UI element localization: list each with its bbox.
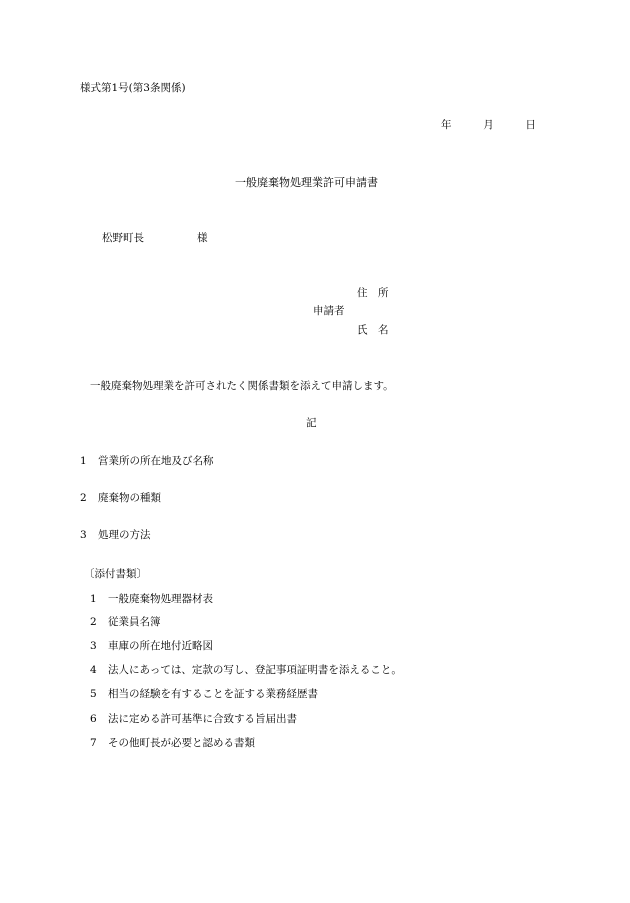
list-item: 2 廃棄物の種類 bbox=[80, 492, 161, 504]
attachment-item: 5 相当の経験を有することを証する業務経歴書 bbox=[90, 688, 318, 700]
attachment-item: 6 法に定める許可基準に合致する旨届出書 bbox=[90, 713, 297, 725]
document-title: 一般廃棄物処理業許可申請書 bbox=[235, 176, 378, 189]
date-year: 年 bbox=[441, 119, 452, 131]
attachment-item: 7 その他町長が必要と認める書類 bbox=[90, 737, 255, 749]
attachment-item: 3 車庫の所在地付近略図 bbox=[90, 640, 213, 652]
attachment-item: 4 法人にあっては、定款の写し、登記事項証明書を添えること。 bbox=[90, 664, 402, 676]
name-label: 氏 名 bbox=[357, 324, 389, 336]
attachments-heading: 〔添付書類〕 bbox=[84, 568, 147, 580]
attachment-item: 2 従業員名簿 bbox=[90, 616, 161, 628]
addressee-name: 松野町長 bbox=[102, 232, 144, 244]
list-item: 1 営業所の所在地及び名称 bbox=[80, 455, 214, 467]
applicant-label: 申請者 bbox=[313, 305, 345, 317]
date-day: 日 bbox=[525, 119, 536, 131]
form-number: 様式第1号(第3条関係) bbox=[80, 82, 186, 94]
address-label: 住 所 bbox=[357, 287, 389, 299]
ki-heading: 記 bbox=[306, 417, 317, 429]
attachment-item: 1 一般廃棄物処理器材表 bbox=[90, 593, 213, 605]
date-line bbox=[441, 120, 536, 131]
addressee-honorific: 様 bbox=[197, 232, 208, 244]
date-month: 月 bbox=[483, 119, 494, 131]
list-item: 3 処理の方法 bbox=[80, 529, 151, 541]
body-text: 一般廃棄物処理業を許可されたく関係書類を添えて申請します。 bbox=[90, 380, 394, 392]
